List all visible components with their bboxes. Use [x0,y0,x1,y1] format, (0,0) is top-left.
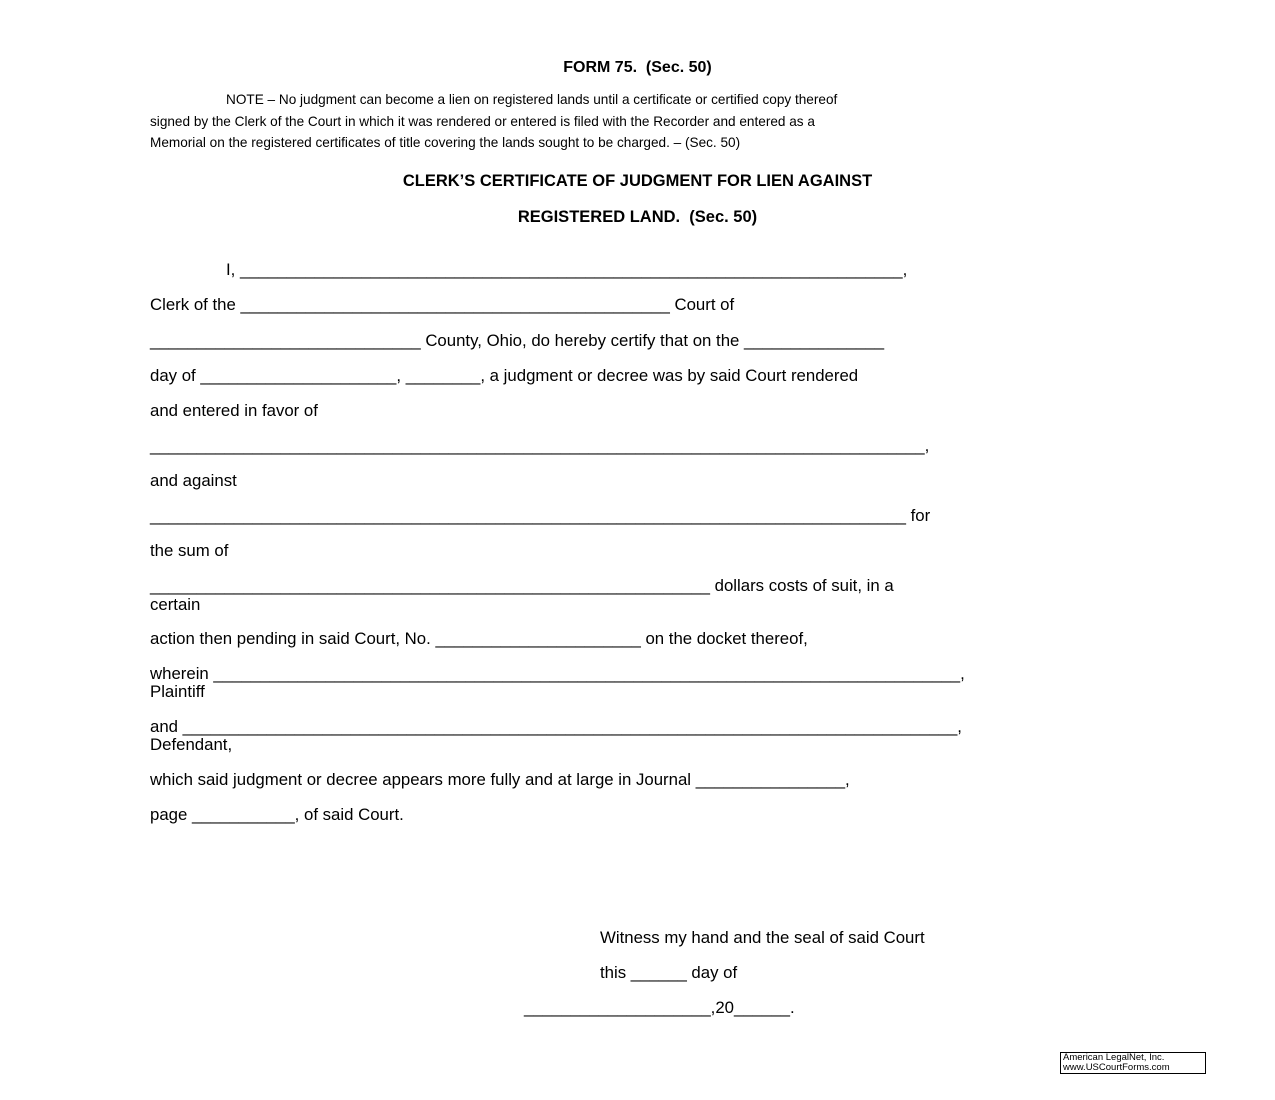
certain-text: certain [150,595,201,614]
note-line-3: Memorial on the registered certificates of title covering the lands sought to be charged. – (Sec. 50) [150,135,741,150]
case-number-line[interactable]: action then pending in said Court, No. ______________________ on the docket thereof, [150,629,808,648]
publisher-url: www.USCourtForms.com [1063,1062,1170,1073]
certificate-heading-line-1: CLERK’S CERTIFICATE OF JUDGMENT FOR LIEN AGAINST [402,172,873,190]
sum-label: the sum of [150,541,229,560]
favor-label: and entered in favor of [150,401,318,420]
witness-line: Witness my hand and the seal of said Court [600,928,925,947]
page-line[interactable]: page ___________, of said Court. [150,805,404,824]
plaintiff-label: Plaintiff [150,682,205,701]
defendant-label: Defendant, [150,735,233,754]
dollars-blank[interactable]: ____________________________________________________________ dollars costs of suit, in a [150,576,894,595]
form-title: FORM 75. (Sec. 50) [563,59,712,76]
journal-line[interactable]: which said judgment or decree appears more fully and at large in Journal ________________, [150,770,850,789]
county-line[interactable]: _____________________________ County, Ohio, do hereby certify that on the _______________ [150,331,885,350]
defendant-blank[interactable]: and ___________________________________________________________________________________, [150,717,962,736]
judgment-date-line[interactable]: day of _____________________, ________, a judgment or decree was by said Court rendered [150,366,859,385]
publisher-name: American LegalNet, Inc. [1063,1052,1165,1063]
plaintiff-blank[interactable]: wherein ________________________________________________________________________________, [150,664,965,683]
against-label: and against [150,471,237,490]
certificate-heading-line-2: REGISTERED LAND. (Sec. 50) [517,208,758,226]
note-paragraph [150,89,1080,154]
note-line-2: signed by the Clerk of the Court in which it was rendered or entered is filed with the Recorder and entered as a [150,113,815,129]
court-name-line[interactable]: Clerk of the ______________________________________________ Court of [150,295,735,314]
witness-date-line[interactable]: ____________________,20______. [524,998,795,1017]
publisher-badge [1060,1052,1206,1074]
clerk-name-line[interactable]: I, _______________________________________________________________________, [226,260,908,279]
witness-day-line[interactable]: this ______ day of [600,963,738,982]
note-line-1: NOTE – No judgment can become a lien on registered lands until a certificate or certified copy thereof [226,92,838,107]
favor-party-blank[interactable]: ___________________________________________________________________________________, [150,436,930,455]
against-party-blank[interactable]: _________________________________________________________________________________ for [150,506,931,525]
